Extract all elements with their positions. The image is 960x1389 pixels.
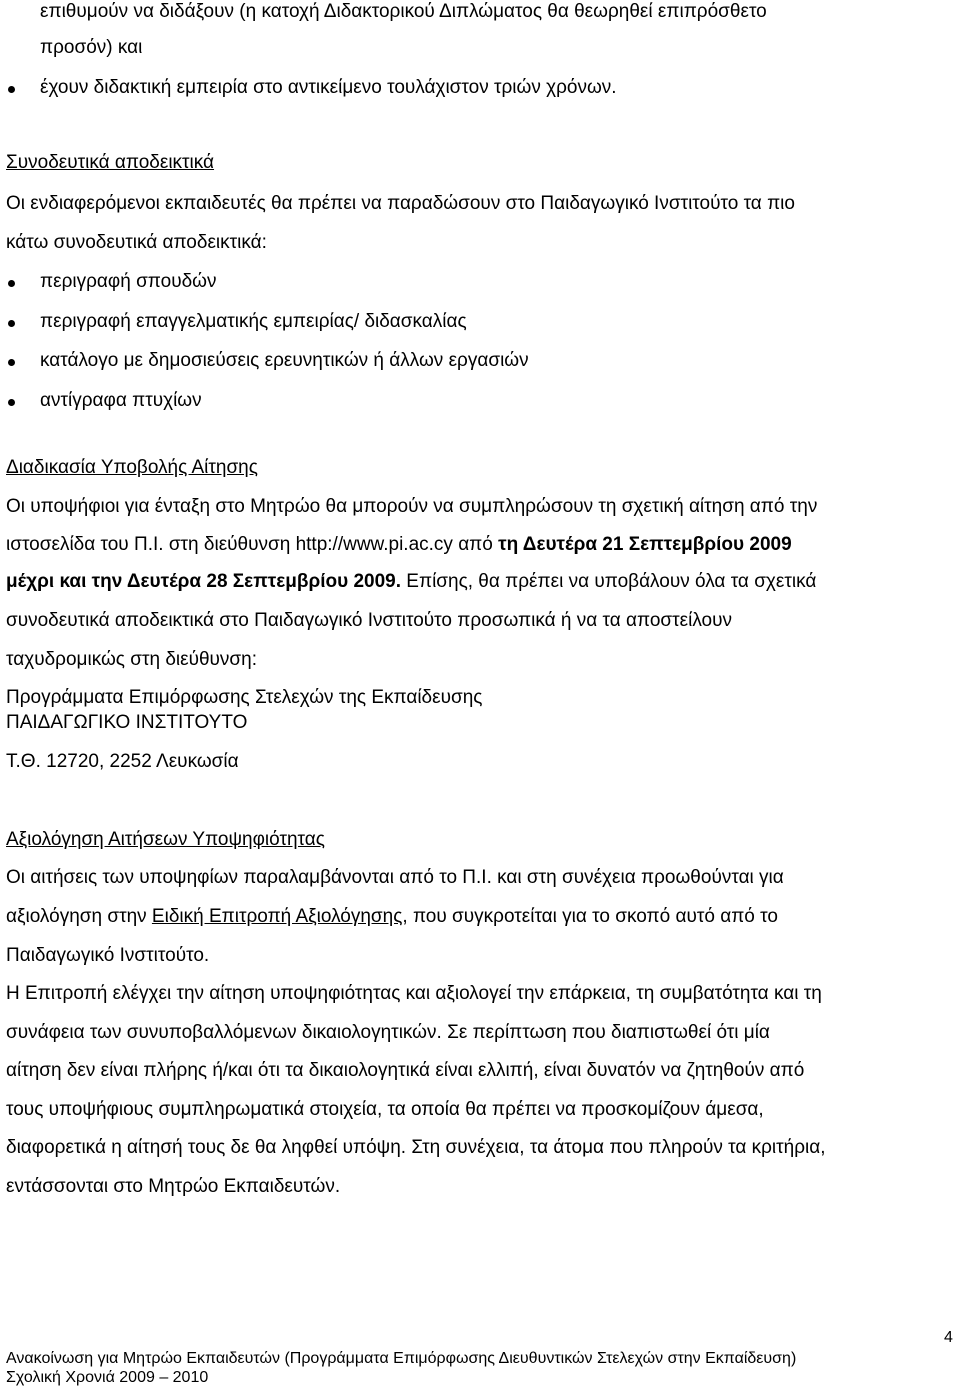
section-heading-supporting-docs: Συνοδευτικά αποδεικτικά [6,152,215,173]
application-line-1: Οι υποψήφιοι για ένταξη στο Μητρώο θα μπορούν να συμπληρώσουν τη σχετική αίτηση από την [6,496,818,517]
application-line-2 [6,533,792,557]
evaluation-p2-line-1: Η Επιτροπή ελέγχει την αίτηση υποψηφιότητας και αξιολογεί την επάρκεια, τη συμβατότητα και τη [6,983,822,1004]
intro-bullet-3: έχουν διδακτική εμπειρία στο αντικείμενο τουλάχιστον τριών χρόνων. [40,77,617,98]
bullet-icon [8,280,15,287]
page-number: 4 [944,1329,953,1346]
intro-line-2: προσόν) και [40,37,143,58]
evaluation-p1-line-2-rest: , που συγκροτείται για το σκοπό αυτό από το [402,906,778,927]
application-start-date: τη Δευτέρα 21 Σεπτεμβρίου 2009 [498,534,792,555]
application-line-5: ταχυδρομικώς στη διεύθυνση: [6,649,258,670]
bullet-icon [8,359,15,366]
application-line-3 [6,570,816,594]
address-line-1: Προγράμματα Επιμόρφωσης Στελεχών της Εκπαίδευσης [6,687,483,708]
supporting-docs-text-2: κάτω συνοδευτικά αποδεικτικά: [6,232,267,253]
application-line-3-text: Επίσης, θα πρέπει να υποβάλουν όλα τα σχετικά [406,571,817,592]
evaluation-p1-line-1: Οι αιτήσεις των υποψηφίων παραλαμβάνονται από το Π.Ι. και στη συνέχεια προωθούνται για [6,867,784,888]
list-item: περιγραφή επαγγελματικής εμπειρίας/ διδασκαλίας [40,311,467,332]
committee-name: Ειδική Επιτροπή Αξιολόγησης [151,906,403,927]
application-end-date: μέχρι και την Δευτέρα 28 Σεπτεμβρίου 2009. [6,571,401,592]
list-item: κατάλογο με δημοσιεύσεις ερευνητικών ή άλλων εργασιών [40,350,529,371]
bullet-icon [8,86,15,93]
list-item: περιγραφή σπουδών [40,271,217,292]
evaluation-p2-line-3: αίτηση δεν είναι πλήρης ή/και ότι τα δικαιολογητικά είναι ελλιπή, είναι δυνατόν να ζητηθούν από [6,1060,805,1081]
list-item: αντίγραφα πτυχίων [40,390,202,411]
application-line-2-text: ιστοσελίδα του Π.Ι. στη διεύθυνση http://www.pi.ac.cy από [6,534,493,555]
evaluation-p1-line-2 [6,905,778,929]
bullet-icon [8,399,15,406]
section-heading-application: Διαδικασία Υποβολής Αίτησης [6,457,258,478]
evaluation-p1-line-3: Παιδαγωγικό Ινστιτούτο. [6,945,210,966]
section-heading-evaluation: Αξιολόγηση Αιτήσεων Υποψηφιότητας [6,829,325,850]
evaluation-p2-line-6: εντάσσονται στο Μητρώο Εκπαιδευτών. [6,1176,341,1197]
evaluation-p1-line-2-text: αξιολόγηση στην [6,906,147,927]
address-line-3: Τ.Θ. 12720, 2252 Λευκωσία [6,751,239,772]
bullet-icon [8,320,15,327]
footer-line-2: Σχολική Χρονιά 2009 – 2010 [6,1369,209,1386]
evaluation-p2-line-5: διαφορετικά η αίτησή τους δε θα ληφθεί υπόψη. Στη συνέχεια, τα άτομα που πληρούν τα κριτήρια, [6,1137,826,1158]
evaluation-p2-line-2: συνάφεια των συνυποβαλλόμενων δικαιολογητικών. Σε περίπτωση που διαπιστωθεί ότι μία [6,1022,770,1043]
address-line-2: ΠΑΙΔΑΓΩΓΙΚΟ ΙΝΣΤΙΤΟΥΤΟ [6,712,248,733]
application-line-4: συνοδευτικά αποδεικτικά στο Παιδαγωγικό Ινστιτούτο προσωπικά ή να τα αποστείλουν [6,610,732,631]
supporting-docs-text-1: Οι ενδιαφερόμενοι εκπαιδευτές θα πρέπει να παραδώσουν στο Παιδαγωγικό Ινστιτούτο τα πιο [6,193,795,214]
evaluation-p2-line-4: τους υποψήφιους συμπληρωματικά στοιχεία, τα οποία θα πρέπει να προσκομίζουν άμεσα, [6,1099,764,1120]
footer-line-1: Ανακοίνωση για Μητρώο Εκπαιδευτών (Προγράμματα Επιμόρφωσης Διευθυντικών Στελεχών στην Εκπαίδευση) [6,1350,797,1367]
intro-line-1: επιθυμούν να διδάξουν (η κατοχή Διδακτορικού Διπλώματος θα θεωρηθεί επιπρόσθετο [40,1,767,22]
